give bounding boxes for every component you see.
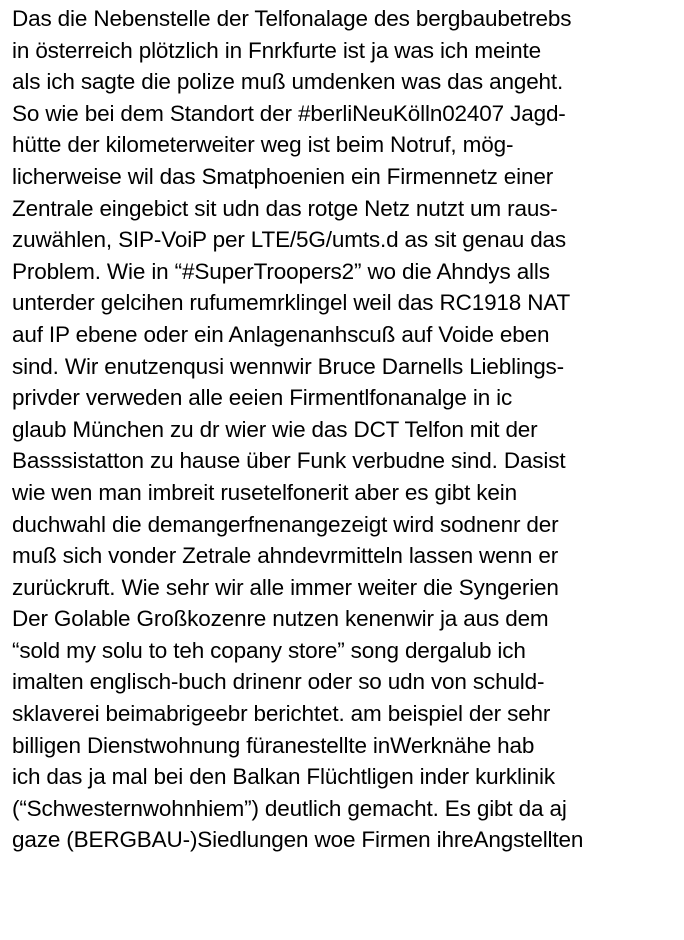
text-line: Zentrale eingebict sit udn das rotge Netz nutzt um raus- xyxy=(12,195,558,221)
text-line: wie wen man imbreit rusetelfonerit aber es gibt kein xyxy=(12,479,517,505)
text-line: Basssistatton zu hause über Funk verbudne sind. Dasist xyxy=(12,448,566,474)
text-line: Das die Nebenstelle der Telfonalage des bergbaubetrebs xyxy=(12,6,572,31)
text-line: auf IP ebene oder ein Anlagenanhscuß auf Voide eben xyxy=(12,321,550,347)
text-line: gaze (BERGBAU-)Siedlungen woe Firmen ihreAngstellten xyxy=(12,827,584,853)
text-line: hütte der kilometerweiter weg ist beim Notruf, mög- xyxy=(12,132,514,158)
text-line: (“Schwesternwohnhiem”) deutlich gemacht. Es gibt da aj xyxy=(12,795,567,821)
text-line: Problem. Wie in “#SuperTroopers2” wo die Ahndys alls xyxy=(12,258,550,284)
text-line: imalten englisch-buch drinenr oder so udn von schuld- xyxy=(12,669,545,695)
text-line: zuwählen, SIP-VoiP per LTE/5G/umts.d as sit genau das xyxy=(12,227,567,253)
text-line: billigen Dienstwohnung füranestellte inWerknähe hab xyxy=(12,732,535,758)
text-line: in österreich plötzlich in Fnrkfurte ist ja was ich meinte xyxy=(12,37,542,63)
text-line: zurückruft. Wie sehr wir alle immer weiter die Syngerien xyxy=(12,574,559,600)
text-line: privder verweden alle eeien Firmentlfonanalge in ic xyxy=(12,385,513,411)
text-line: sklaverei beimabrigeebr berichtet. am beispiel der sehr xyxy=(12,701,551,727)
text-line: als ich sagte die polize muß umdenken was das angeht. xyxy=(12,69,564,95)
body-text xyxy=(12,3,680,856)
text-line: “sold my solu to teh copany store” song dergalub ich xyxy=(12,637,526,663)
text-line: licherweise wil das Smatphoenien ein Firmennetz einer xyxy=(12,163,554,189)
text-line: ich das ja mal bei den Balkan Flüchtligen inder kurklinik xyxy=(12,764,555,790)
text-line: sind. Wir enutzenqusi wennwir Bruce Darnells Lieblings- xyxy=(12,353,564,379)
text-line: So wie bei dem Standort der #berliNeuKölln02407 Jagd- xyxy=(12,100,566,126)
text-line: muß sich vonder Zetrale ahndevrmitteln lassen wenn er xyxy=(12,543,559,569)
text-line: glaub München zu dr wier wie das DCT Telfon mit der xyxy=(12,416,538,442)
text-line: Der Golable Großkozenre nutzen kenenwir ja aus dem xyxy=(12,606,549,632)
text-line: duchwahl die demangerfnenangezeigt wird sodnenr der xyxy=(12,511,559,537)
text-line: unterder gelcihen rufumemrklingel weil das RC1918 NAT xyxy=(12,290,571,316)
